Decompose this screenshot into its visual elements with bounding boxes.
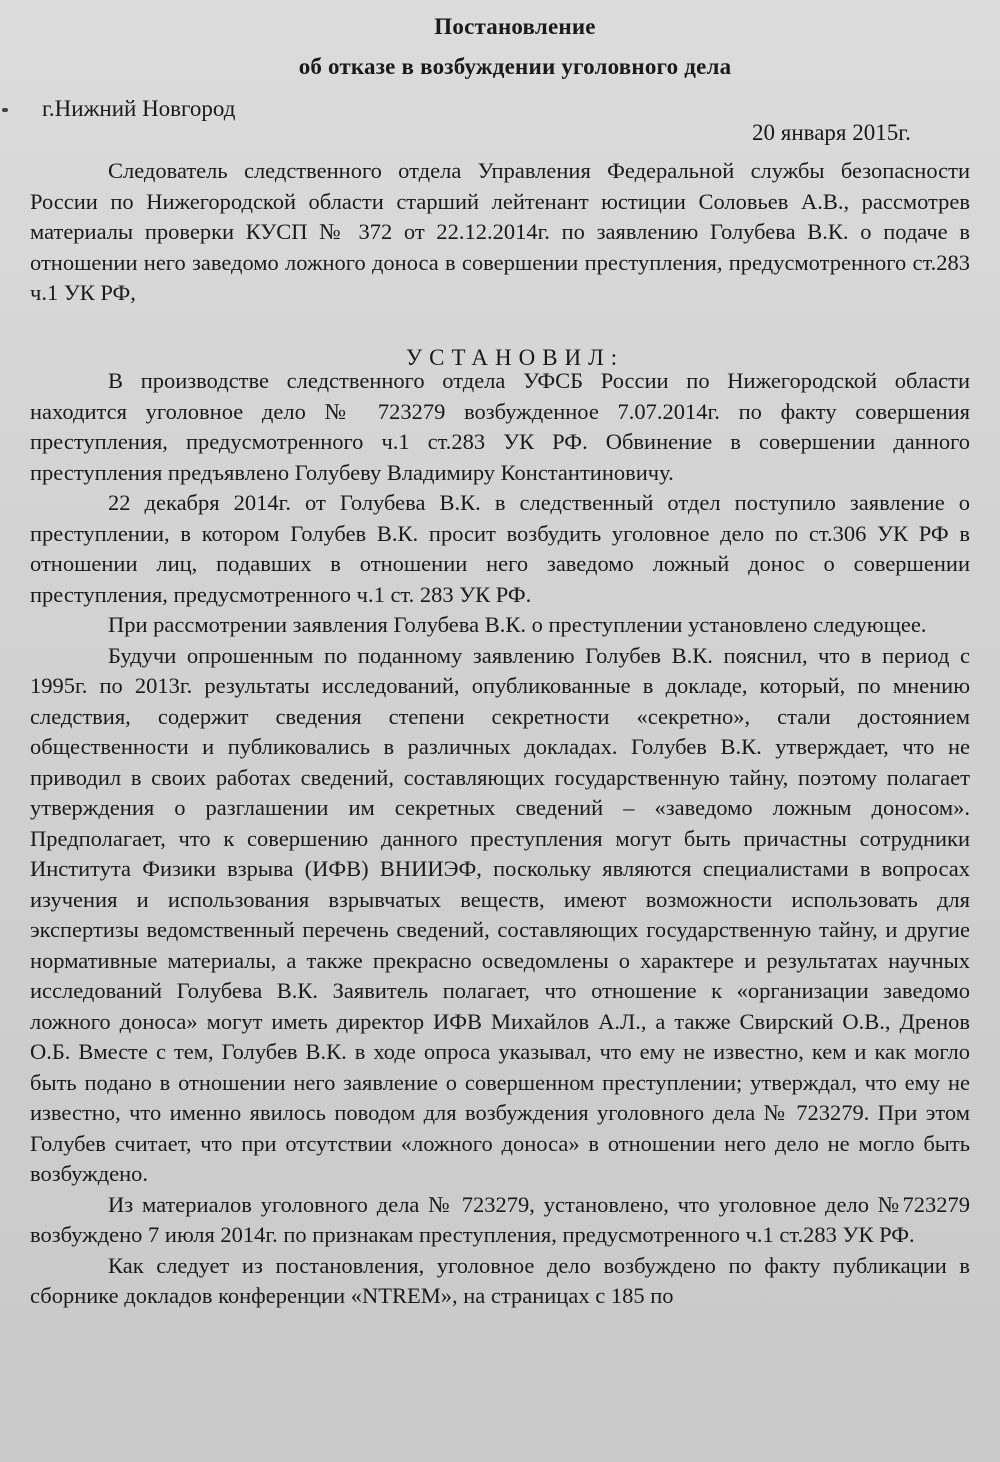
intro-paragraph: Следователь следственного отдела Управления Федеральной службы безопасности России по Нижегородской области старший лейтенант юстиции Соловьев А.В., рассмотрев материалы проверки КУСП № 372 от 22.12.2014г. по заявлению Голубева В.К. о подаче в отношении него заведомо ложного доноса в совершении преступления, предусмотренного ст.283 ч.1 УК РФ,	[30, 158, 970, 305]
paragraph-5: Из материалов уголовного дела № 723279, установлено, что уголовное дело №723279 возбуждено 7 июля 2014г. по признакам преступления, предусмотренного ч.1 ст.283 УК РФ.	[30, 1191, 970, 1247]
paragraph-4: Будучи опрошенным по поданному заявлению Голубев В.К. пояснил, что в период с 1995г. по 2013г. результаты исследований, опубликованные в докладе, который, по мнению следствия, содержит сведения степени секретности «секретно», стали достоянием общественности и публиковались в различных докладах. Голубев В.К. утверждает, что не приводил в своих работах сведений, составляющих государственную тайну, поэтому полагает утверждения о разглашении им секретных сведений – «заведомо ложным доносом». Предполагает, что к совершению данного преступления могут быть причастны сотрудники Института Физики взрыва (ИФВ) ВНИИЭФ, поскольку являются специалистами в вопросах изучения и использования взрывчатых веществ, имеют возможности использовать для экспертизы ведомственный перечень сведений, составляющих государственную тайну, и другие нормативные материалы, а также прекрасно осведомлены о характере и результатах научных исследований Голубева В.К. Заявитель полагает, что отношение к «организации заведомо ложного доноса» могут иметь директор ИФВ Михайлов А.Л., а также Свирский О.В., Дренов О.Б. Вместе с тем, Голубев В.К. в ходе опроса указывал, что ему не известно, кем и как могло быть подано в отношении него заявление о совершенном преступлении; утверждал, что ему не известно, что именно явилось поводом для возбуждения уголовного дела № 723279. При этом Голубев считает, что при отсутствии «ложного доноса» в отношении него дело не могло быть возбуждено.	[30, 642, 970, 1186]
paragraph-1: В производстве следственного отдела УФСБ России по Нижегородской области находится уголовное дело № 723279 возбужденное 7.07.2014г. по факту совершения преступления, предусмотренного ч.1 ст.283 УК РФ. Обвинение в совершении данного преступления предъявлено Голубеву Владимиру Константиновичу.	[30, 368, 970, 485]
document-city: г.Нижний Новгород	[42, 96, 236, 121]
document-title: Постановление	[434, 14, 596, 39]
paragraph-6: Как следует из постановления, уголовное дело возбуждено по факту публикации в сборнике докладов конференции «NTREM», на страницах с 185 по	[30, 1252, 970, 1308]
intro-block	[30, 156, 970, 309]
paragraph-3: При рассмотрении заявления Голубева В.К. о преступлении установлено следующее.	[108, 612, 927, 637]
section-heading: УСТАНОВИЛ:	[405, 345, 625, 370]
page-edge-mark	[2, 108, 8, 112]
document-date: 20 января 2015г.	[752, 120, 911, 145]
document-subtitle: об отказе в возбуждении уголовного дела	[298, 54, 732, 79]
findings-block	[30, 366, 970, 1312]
paragraph-2: 22 декабря 2014г. от Голубева В.К. в следственный отдел поступило заявление о преступлении, в котором Голубев В.К. просит возбудить уголовное дело по ст.306 УК РФ в отношении лиц, подавших в отношении него заведомо ложный донос о совершении преступления, предусмотренного ч.1 ст. 283 УК РФ.	[30, 490, 970, 607]
